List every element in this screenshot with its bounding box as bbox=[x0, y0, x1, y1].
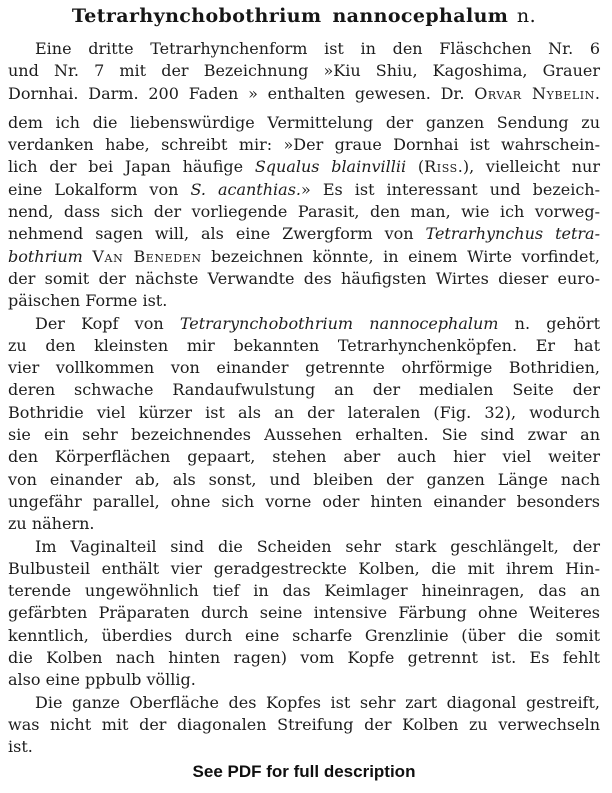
page-title bbox=[8, 5, 600, 27]
text-line bbox=[8, 491, 600, 513]
text-run: n. gehört bbox=[498, 313, 600, 333]
text-run: dem ich die liebenswürdige Vermittelung der ganzen Sendung zu bbox=[8, 112, 600, 132]
text-line bbox=[8, 536, 600, 558]
text-run: Tetrarhynchus tetra- bbox=[425, 224, 600, 244]
text-line bbox=[8, 156, 600, 178]
text-line bbox=[8, 112, 600, 134]
text-run: Eine dritte Tetrarhynchenform ist in den Fläschchen Nr. 6 bbox=[35, 39, 600, 58]
text-run bbox=[83, 247, 93, 266]
text-line bbox=[8, 134, 600, 156]
text-run: der somit der nächste Verwandte des häufigsten Wirtes dieser euro- bbox=[8, 268, 600, 288]
text-run: Im Vaginalteil sind die Scheiden sehr stark geschlängelt, der bbox=[35, 536, 600, 556]
text-line bbox=[8, 736, 600, 758]
text-run: Bulbusteil enthält vier geradgestreckte Kolben, die mit ihrem Hin- bbox=[8, 558, 600, 578]
text-line bbox=[8, 580, 600, 602]
text-line bbox=[8, 469, 600, 491]
text-run: .), vielleicht nur bbox=[457, 157, 601, 177]
paragraph bbox=[8, 692, 600, 759]
text-run: und Nr. 7 mit der Bezeichnung »Kiu Shiu, Kagoshima, Grauer bbox=[8, 61, 600, 81]
text-run: lich der bei Japan häufige bbox=[8, 157, 255, 177]
text-line bbox=[8, 647, 600, 669]
title-new-species-marker: n. bbox=[516, 5, 537, 27]
text-run: Die ganze Oberfläche des Kopfes ist sehr zart diagonal gestreift, bbox=[35, 692, 600, 712]
text-run: bezeichnen könnte, in einem Wirte vorfindet, bbox=[201, 246, 600, 266]
text-run: Orvar Nybelin bbox=[474, 83, 595, 103]
text-line bbox=[8, 60, 600, 82]
text-line bbox=[8, 402, 600, 424]
text-run: gefärbten Präparaten durch seine intensive Färbung ohne Weiteres bbox=[8, 603, 600, 623]
text-run: zu nähern. bbox=[8, 514, 95, 534]
paragraph bbox=[8, 536, 600, 692]
document-body bbox=[8, 38, 600, 759]
text-run: S. acanthias. bbox=[190, 179, 301, 199]
text-line bbox=[8, 290, 600, 312]
text-run: deren schwache Randaufwulstung an der medialen Seite der bbox=[8, 380, 600, 400]
text-line bbox=[8, 625, 600, 647]
text-run: ist. bbox=[8, 737, 33, 757]
text-run: Squalus blainvillii bbox=[254, 157, 407, 177]
text-line bbox=[8, 83, 600, 105]
text-line bbox=[8, 38, 600, 60]
text-run: Dornhai. Darm. 200 Faden » enthalten gewesen. Dr. bbox=[8, 83, 475, 103]
text-run: terende ungewöhnlich tief in das Keimlager hineinragen, das an bbox=[8, 581, 600, 601]
text-run: also eine ppbulb völlig. bbox=[8, 670, 196, 690]
text-run: Der Kopf von bbox=[35, 313, 180, 333]
text-line bbox=[8, 714, 600, 736]
text-run: verdanken habe, schreibt mir: »Der graue Dornhai ist wahrschein- bbox=[8, 135, 600, 155]
text-line bbox=[8, 268, 600, 290]
text-line bbox=[8, 335, 600, 357]
text-run: » Es ist interessant und bezeich- bbox=[300, 179, 600, 199]
text-line bbox=[8, 357, 600, 379]
text-run: ( bbox=[406, 157, 425, 177]
text-run: ungefähr parallel, ohne sich vorne oder hinten einander besonders bbox=[8, 491, 600, 511]
paragraph bbox=[8, 313, 600, 536]
text-line bbox=[8, 602, 600, 624]
paragraph bbox=[8, 112, 600, 313]
text-line bbox=[8, 379, 600, 401]
text-run: vier vollkommen von einander getrennte ohrförmige Bothridien, bbox=[8, 358, 600, 378]
text-line bbox=[8, 246, 600, 268]
text-run: nend, dass sich der vorliegende Parasit, den man, wie ich vorweg- bbox=[8, 202, 600, 222]
text-line bbox=[8, 313, 600, 335]
text-run: zu den kleinsten mir bekannten Tetrarhynchenköpfen. Er hat bbox=[8, 335, 600, 355]
text-run: Riss bbox=[424, 157, 458, 177]
text-run: Van Beneden bbox=[92, 246, 202, 266]
text-line bbox=[8, 201, 600, 223]
text-run: . bbox=[594, 83, 601, 103]
text-run: von einander ab, als sonst, und bleiben der ganzen Länge nach bbox=[8, 469, 600, 489]
text-line bbox=[8, 179, 600, 201]
text-line bbox=[8, 692, 600, 714]
text-line bbox=[8, 223, 600, 245]
text-run: bothrium bbox=[8, 246, 83, 266]
footer-note: See PDF for full description bbox=[192, 761, 416, 781]
text-run: Tetrarynchobothrium nannocephalum bbox=[179, 313, 499, 333]
text-line bbox=[8, 446, 600, 468]
text-line bbox=[8, 669, 600, 691]
text-run: nehmend sagen will, als eine Zwergform von bbox=[8, 224, 426, 244]
text-run: den Körperflächen gepaart, stehen aber auch hier viel weiter bbox=[8, 447, 600, 467]
text-run: eine Lokalform von bbox=[8, 179, 191, 199]
text-run: sie ein sehr bezeichnendes Aussehen erhalten. Sie sind zwar an bbox=[8, 425, 600, 445]
text-run: die Kolben nach hinten ragen) vom Kopfe getrennt ist. Es fehlt bbox=[8, 648, 600, 668]
text-run: päischen Forme ist. bbox=[8, 291, 168, 311]
text-run: Bothridie viel kürzer ist als an der lateralen (Fig. 32), wodurch bbox=[8, 402, 600, 422]
title-species-name: Tetrarhynchobothrium nannocephalum bbox=[71, 5, 509, 27]
text-run: was nicht mit der diagonalen Streifung der Kolben zu verwechseln bbox=[8, 714, 600, 734]
text-line bbox=[8, 558, 600, 580]
paragraph bbox=[8, 38, 600, 105]
text-line bbox=[8, 424, 600, 446]
text-run: kenntlich, überdies durch eine scharfe Grenzlinie (über die somit bbox=[8, 625, 600, 645]
text-line bbox=[8, 513, 600, 535]
